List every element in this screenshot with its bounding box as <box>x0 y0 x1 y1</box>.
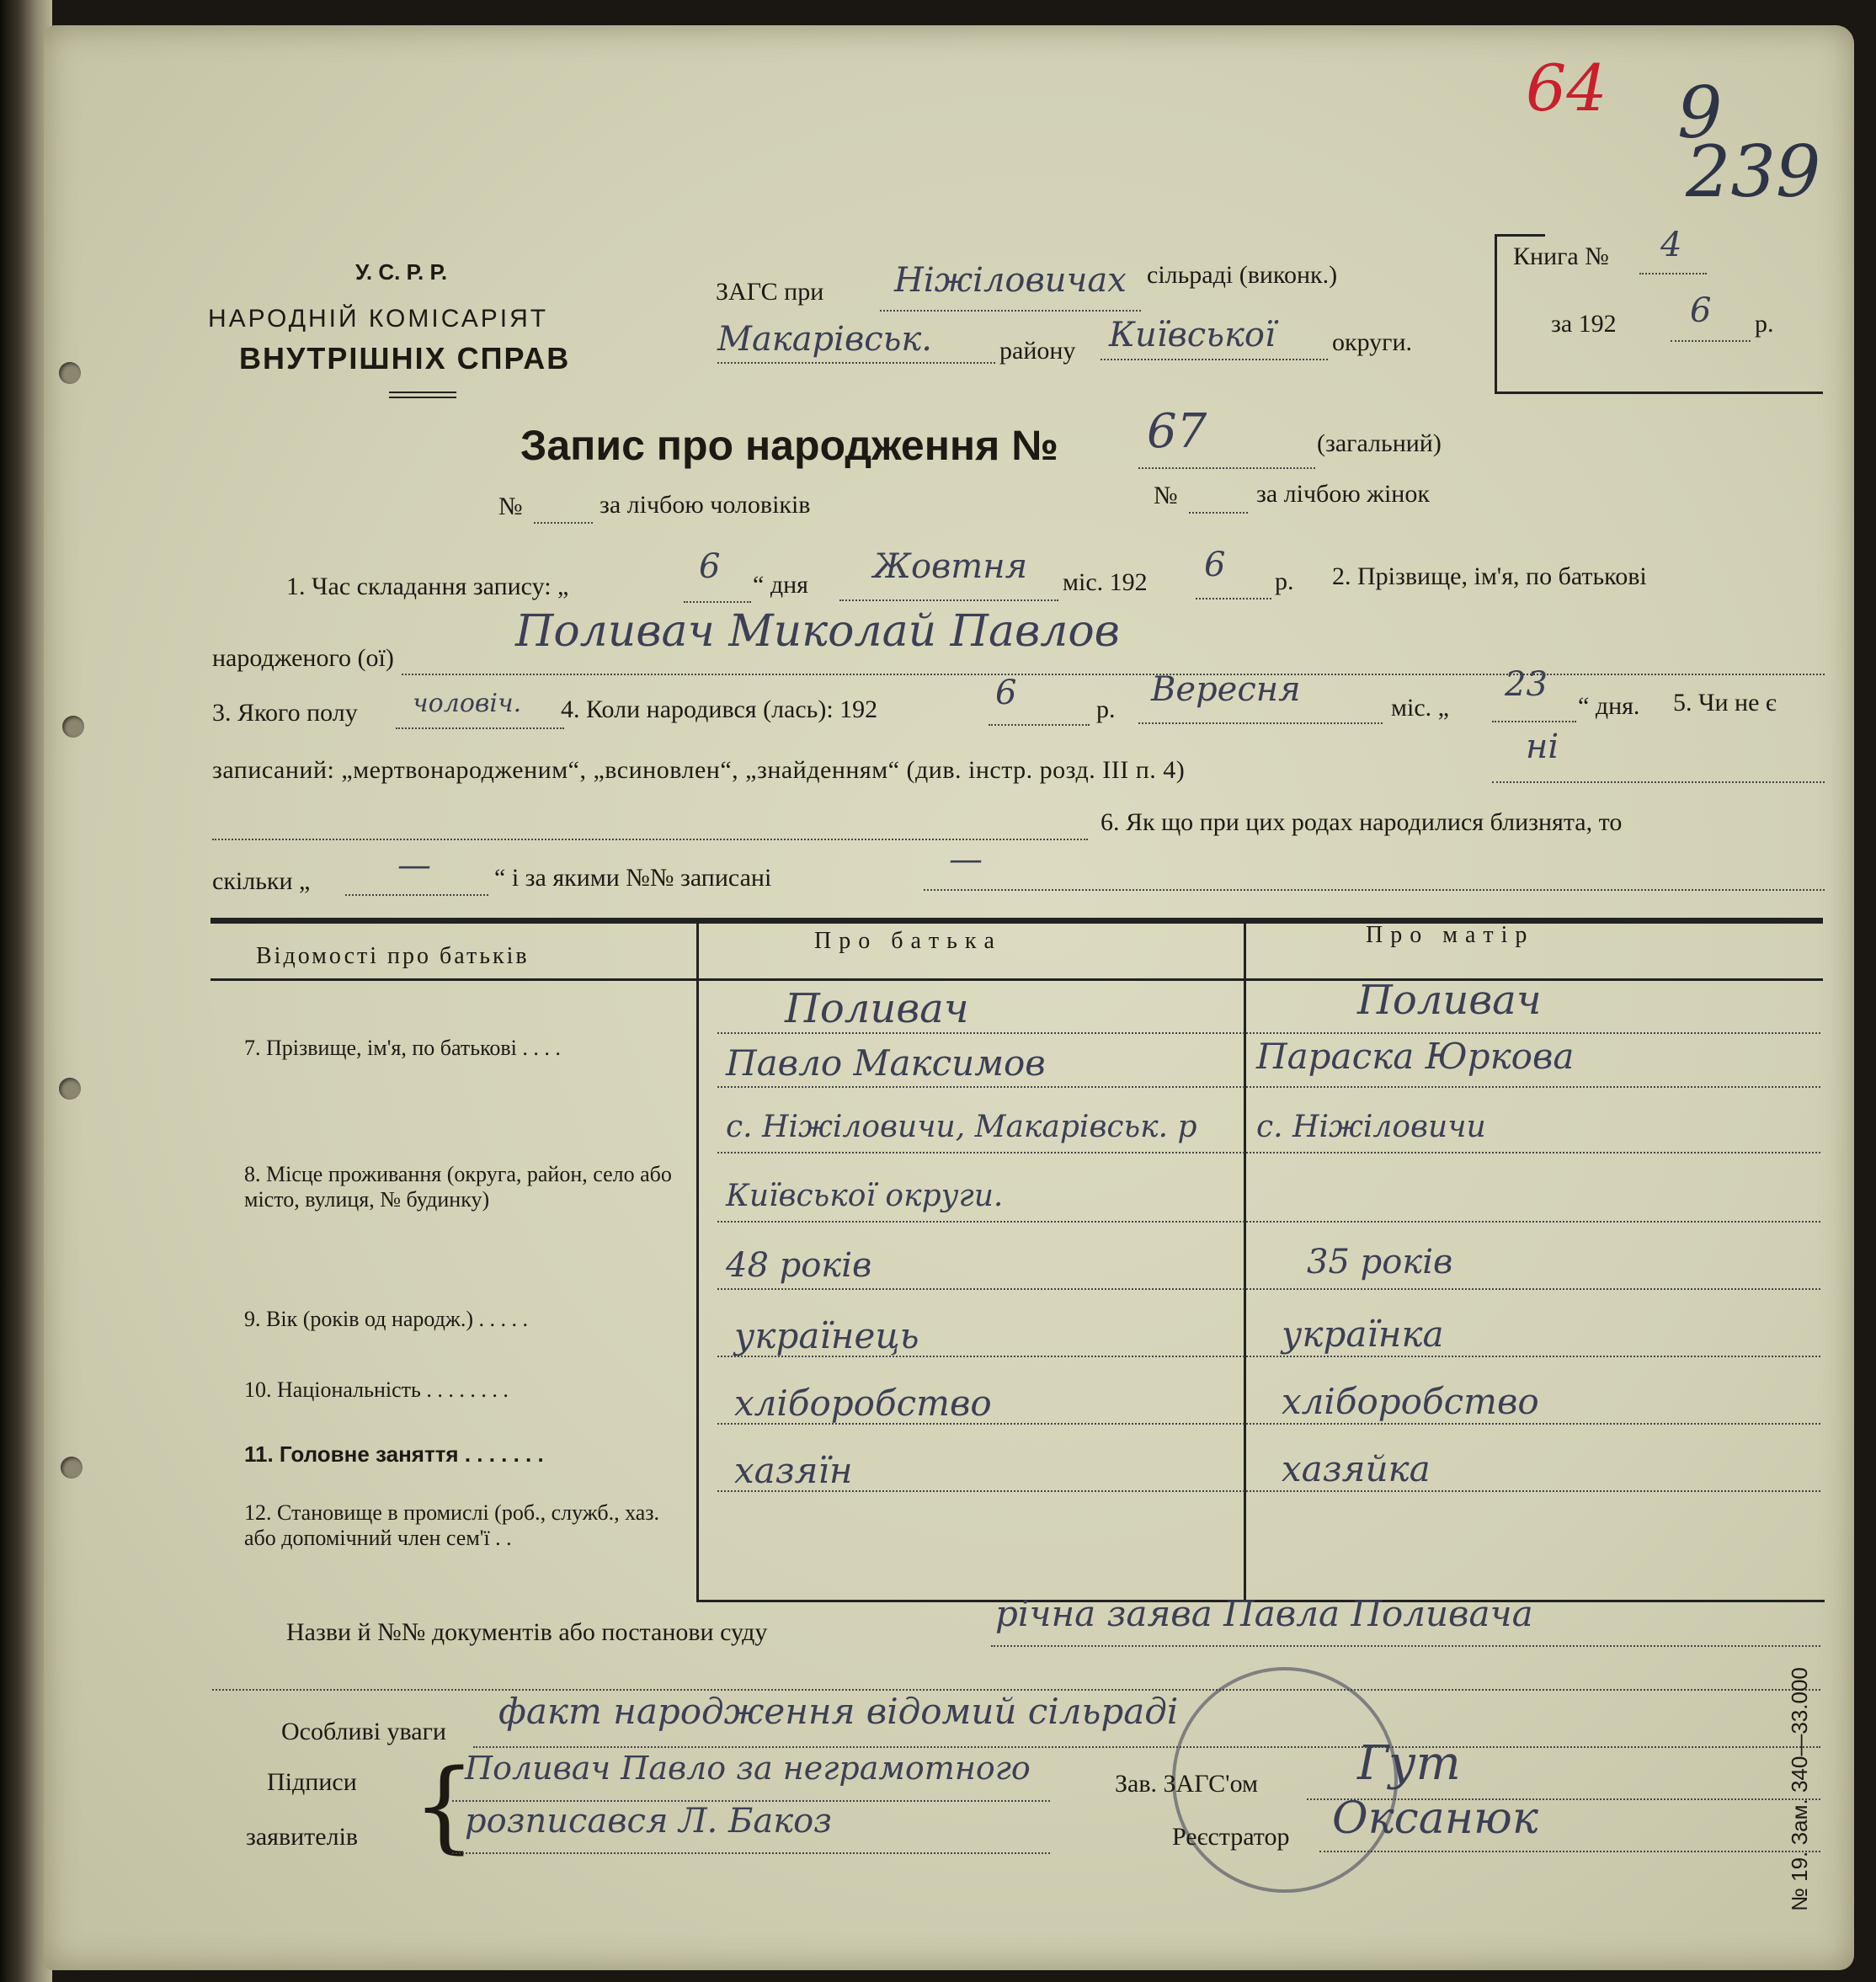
birth-year-digit: 6 <box>995 674 1017 712</box>
form-print-code: № 19. Зам. 340—33.000 <box>1787 1667 1812 1911</box>
applicants-label: заявителів <box>246 1823 359 1851</box>
men-number-line <box>534 522 593 524</box>
book-year-label: за 192 <box>1551 310 1617 338</box>
book-number-line <box>1639 273 1707 274</box>
father-status: хазяїн <box>734 1450 853 1491</box>
row-label-age: 9. Вік (років од народж.) . . . . . <box>244 1307 529 1331</box>
father-age: 48 років <box>726 1246 872 1285</box>
child-name: Поливач Миколай Павлов <box>515 606 1120 657</box>
okruga-line <box>1101 359 1328 360</box>
mother-surname: Поливач <box>1357 977 1542 1024</box>
district-line <box>717 362 995 364</box>
twins-label: 6. Як що при цих родах народилися близнята, то <box>1101 808 1623 836</box>
twins-numbers-line <box>924 889 1825 891</box>
header-commissariat: НАРОДНІЙ КОМІСАРІЯТ <box>208 305 549 333</box>
row-label-occupation: 11. Головне заняття . . . . . . . <box>244 1441 544 1467</box>
father-surname: Поливач <box>785 985 969 1032</box>
remarks-line <box>473 1746 1820 1748</box>
book-r-label: р. <box>1755 310 1774 338</box>
name-field-label-2: 2. Прізвище, ім'я, по батькові <box>1332 562 1647 590</box>
village-council-line <box>880 310 1141 312</box>
binding-hole <box>61 1457 83 1479</box>
record-day-suffix: “ дня <box>753 571 808 599</box>
mother-status: хазяйка <box>1282 1448 1431 1489</box>
father-nationality: українець <box>734 1315 919 1356</box>
book-box-border <box>1495 234 1545 237</box>
twins-numbers-value: — <box>949 840 983 879</box>
table-header-father: П р о б а т ь к а <box>814 928 995 954</box>
zags-label: ЗАГС при <box>716 278 824 306</box>
row-label-status: 12. Становище в промислі (роб., служб., хаз. або допомічний член сем'ї . . <box>244 1500 660 1550</box>
record-month-line <box>839 599 1058 601</box>
birth-day-suffix: “ дня. <box>1578 692 1640 720</box>
birth-year-label: 4. Коли народився (лась): 192 <box>561 695 878 723</box>
remarks-label: Особливі уваги <box>281 1718 446 1745</box>
village-council-value: Ніжіловичах <box>894 261 1127 300</box>
record-page <box>44 25 1854 1970</box>
documents-value: річна заява Павла Поливача <box>995 1593 1533 1634</box>
table-header-mother: П р о м а т і р <box>1366 922 1528 948</box>
birth-day-label: міс. „ <box>1391 694 1449 722</box>
men-number-label: за лічбою чоловіків <box>600 491 811 519</box>
okrugy-label: округи. <box>1332 328 1413 356</box>
mother-occupation: хліборобство <box>1282 1381 1539 1422</box>
applicant-signature-1: Поливач Павло за неграмотного <box>465 1750 1031 1787</box>
archive-page-number: 64 <box>1526 51 1607 125</box>
women-number-prefix: № <box>1154 482 1178 509</box>
registrar-label: Реєстратор <box>1172 1823 1290 1851</box>
twins-numbers-label: “ і за якими №№ записані <box>494 864 772 892</box>
child-name-line <box>402 674 1825 675</box>
zags-head-label: Зав. ЗАГС'ом <box>1115 1770 1258 1798</box>
record-year-digit: 6 <box>1204 546 1226 584</box>
binding-hole <box>59 362 81 384</box>
zags-head-signature: Гут <box>1357 1736 1461 1791</box>
sex-value: чоловіч. <box>413 689 522 718</box>
child-name-label: народженого (ої) <box>212 644 394 672</box>
book-year-digit: 6 <box>1690 291 1712 330</box>
table-row-line <box>717 1086 1820 1088</box>
table-row-line <box>717 1288 1820 1290</box>
sex-line <box>396 727 564 729</box>
header-divider <box>389 392 456 393</box>
table-top-rule <box>211 918 1823 924</box>
mother-name: Параска Юркова <box>1256 1036 1575 1077</box>
twins-count-line <box>345 894 488 896</box>
status-label: записаний: „мертвонародженим“, „всиновлен“, „знайденням“ (див. інстр. розд. III п. 4) <box>212 756 1186 784</box>
table-row-line <box>717 1152 1820 1154</box>
documents-label: Назви й №№ документів або постанови суду <box>286 1618 768 1646</box>
father-name: Павло Максимов <box>726 1042 1046 1084</box>
okruga-value: Київської <box>1109 316 1276 354</box>
twins-count-value: — <box>397 846 431 885</box>
signatures-brace: { <box>413 1747 477 1863</box>
women-number-line <box>1189 512 1248 514</box>
signature-line-2 <box>452 1852 1050 1854</box>
birth-year-line <box>989 724 1090 726</box>
remarks-value: факт народження відомий сільраді <box>498 1691 1179 1732</box>
record-title: Запис про народження № <box>520 422 1058 469</box>
father-residence-1: с. Ніжіловичи, Макарівськ. р <box>726 1110 1197 1144</box>
birth-month: Вересня <box>1151 670 1301 709</box>
sex-label: 3. Якого полу <box>212 699 358 727</box>
table-row-line <box>717 1221 1820 1223</box>
record-year-label: міс. 192 <box>1063 568 1148 596</box>
men-number-prefix: № <box>498 493 523 520</box>
book-box-border <box>1495 234 1497 394</box>
archive-folio-prefix: 9 <box>1677 72 1723 154</box>
binding-hole <box>59 1078 81 1100</box>
book-year-line <box>1671 340 1751 342</box>
table-col-divider <box>696 924 699 1601</box>
status-value: ні <box>1526 727 1559 766</box>
record-year-suffix: р. <box>1275 567 1294 595</box>
raionu-label: району <box>999 337 1076 365</box>
father-occupation: хліборобство <box>734 1383 992 1424</box>
archive-folio: 239 <box>1686 131 1821 213</box>
registrar-signature: Оксанюк <box>1332 1793 1538 1844</box>
record-year-line <box>1196 598 1271 599</box>
mother-residence-1: с. Ніжіловичи <box>1256 1110 1486 1144</box>
district-value: Макарівськ. <box>717 320 932 359</box>
header-country: У. С. Р. Р. <box>355 259 448 285</box>
record-month: Жовтня <box>873 547 1028 586</box>
table-header-parents: Відомості про батьків <box>256 943 530 969</box>
table-col-divider <box>1244 924 1246 1601</box>
record-day: 6 <box>699 547 721 586</box>
status-line <box>1492 781 1825 783</box>
table-header-rule <box>211 978 1823 981</box>
registrar-line <box>1319 1851 1820 1852</box>
birth-day-line <box>1492 721 1576 722</box>
table-row-line <box>717 1032 1820 1034</box>
record-time-label: 1. Час складання запису: „ <box>286 573 569 600</box>
q5-label: 5. Чи не є <box>1673 689 1777 717</box>
silradi-label: сільраді (виконк.) <box>1147 261 1338 289</box>
record-general-label: (загальний) <box>1317 429 1442 457</box>
father-residence-2: Київської округи. <box>726 1179 1004 1213</box>
row-label-name: 7. Прізвище, ім'я, по батькові . . . . <box>244 1036 561 1060</box>
table-row-line <box>717 1490 1820 1492</box>
record-number-line <box>1138 467 1315 469</box>
record-number: 67 <box>1147 404 1207 459</box>
women-number-label: за лічбою жінок <box>1256 480 1430 508</box>
birth-day: 23 <box>1505 665 1548 704</box>
binding-hole <box>62 716 84 738</box>
birth-month-line <box>1138 722 1383 724</box>
record-day-line <box>684 601 751 603</box>
twins-count-label: скільки „ <box>212 867 311 895</box>
header-dept: ВНУТРІШНІХ СПРАВ <box>239 341 571 376</box>
mother-age: 35 років <box>1307 1243 1453 1281</box>
book-box-border <box>1495 392 1823 394</box>
mother-nationality: українка <box>1282 1313 1444 1355</box>
applicant-signature-2: розписався Л. Бакоз <box>465 1802 832 1841</box>
book-label: Книга № <box>1513 242 1609 270</box>
row-label-nationality: 10. Національність . . . . . . . . <box>244 1377 509 1402</box>
row-label-residence: 8. Місце проживання (округа, район, село або місто, вулиця, № будинку) <box>244 1162 672 1212</box>
header-divider <box>389 397 456 398</box>
birth-year-suffix: р. <box>1096 695 1116 723</box>
documents-line <box>991 1645 1820 1647</box>
signatures-label: Підписи <box>267 1768 357 1796</box>
book-number: 4 <box>1660 226 1682 264</box>
